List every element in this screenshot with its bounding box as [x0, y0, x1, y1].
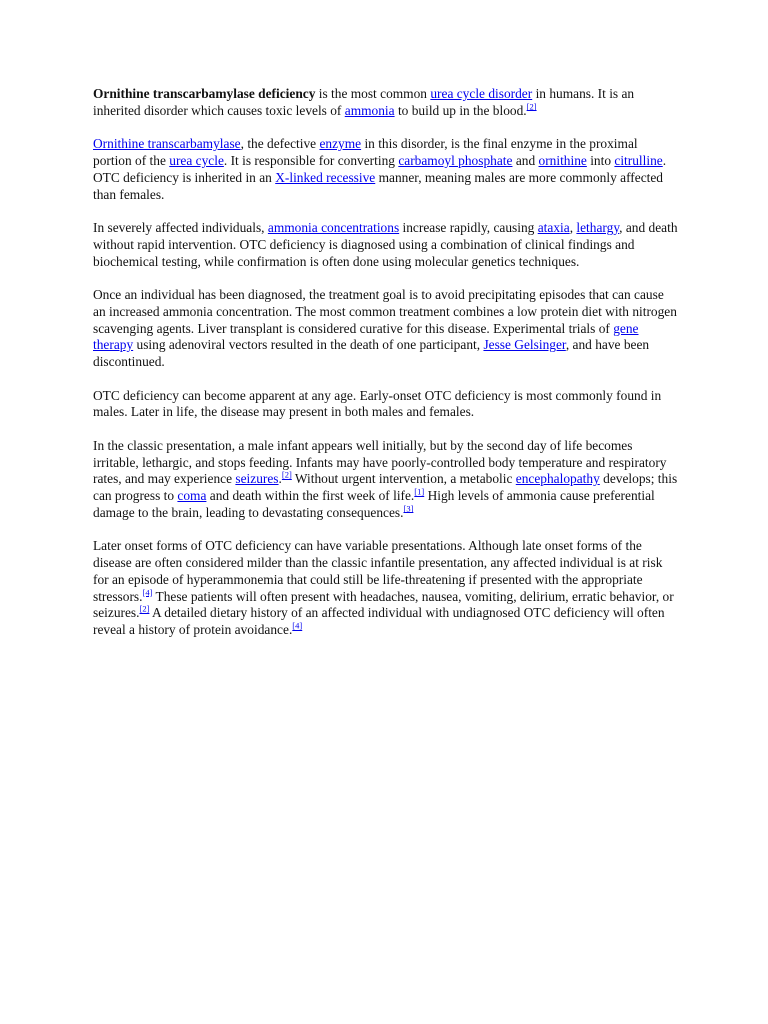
text: is the most common: [315, 86, 431, 101]
text: OTC deficiency can become apparent at any age. Early-onset OTC deficiency is most commonly found in males. Later in life, the disease may present in both males and females.: [93, 387, 662, 420]
bold-term: Ornithine transcarbamylase deficiency: [93, 86, 316, 101]
paragraph-severity: [93, 220, 678, 270]
ref-link[interactable]: [4]: [292, 620, 303, 631]
paragraph-later-onset: [93, 538, 678, 639]
text: to build up in the blood.: [394, 102, 527, 118]
paragraph-classic-presentation: [93, 438, 678, 522]
paragraph-intro: [93, 86, 678, 120]
text: These patients will often present with headaches, nausea, vomiting, delirium, erratic behavior, or seizures.: [93, 588, 674, 621]
ref-link[interactable]: [2]: [139, 603, 150, 614]
text: increase rapidly, causing: [399, 220, 538, 235]
text: . OTC deficiency is inherited in an: [93, 153, 667, 185]
link-encephalopathy[interactable]: encephalopathy: [515, 471, 600, 487]
text: in this disorder, is the final enzyme in the proximal portion of the: [93, 136, 638, 168]
link-gene-therapy[interactable]: gene therapy: [93, 320, 639, 353]
link-carbamoyl-phosphate[interactable]: carbamoyl phosphate: [398, 153, 513, 168]
ref-link[interactable]: [4]: [142, 587, 153, 598]
paragraph-enzyme: [93, 136, 678, 203]
link-lethargy[interactable]: lethargy: [576, 220, 620, 235]
link-seizures[interactable]: seizures: [235, 471, 279, 487]
link-ammonia[interactable]: ammonia: [344, 102, 395, 118]
text: manner, meaning males are more commonly affected than females.: [93, 169, 663, 202]
link-urea-cycle[interactable]: urea cycle: [169, 153, 224, 168]
text: and death within the first week of life.: [206, 488, 415, 503]
link-coma[interactable]: coma: [177, 488, 207, 503]
text: and: [512, 153, 539, 168]
text: Without urgent intervention, a metabolic: [291, 471, 516, 487]
text: , and have been discontinued.: [93, 337, 650, 369]
link-ornithine[interactable]: ornithine: [538, 153, 587, 168]
text: In severely affected individuals,: [93, 220, 268, 235]
text: Once an individual has been diagnosed, the treatment goal is to avoid precipitating episodes that can cause an increased ammonia concentration. The most common treatment combines a low protein diet with nitrogen scavenging agents. Liver transplant is considered curative for this disease. Experimental trials of: [93, 287, 677, 336]
text: using adenoviral vectors resulted in the death of one participant,: [133, 337, 484, 353]
ref-link[interactable]: [2]: [526, 101, 537, 112]
article-body: [93, 86, 678, 656]
paragraph-treatment: [93, 287, 678, 371]
ref-link[interactable]: [2]: [281, 469, 292, 480]
ref-link[interactable]: [3]: [403, 503, 414, 514]
text: . It is responsible for converting: [223, 153, 399, 168]
text: In the classic presentation, a male infant appears well initially, but by the second day of life becomes irritable, lethargic, and stops feeding. Infants may have poorly-controlled body temperature and respiratory rates, and may experience: [93, 437, 667, 487]
link-enzyme[interactable]: enzyme: [319, 136, 362, 152]
link-ammonia-concentrations[interactable]: ammonia concentrations: [267, 220, 400, 235]
text: into: [586, 153, 615, 168]
paragraph-onset: [93, 388, 678, 422]
text: Later onset forms of OTC deficiency can have variable presentations. Although late onset forms of the disease are often considered milder than the classic infantile presentation, any affected individual is at risk for an episode of hyperammonemia that could still be life-threatening if presented with the appropriate stressors.: [93, 538, 663, 604]
text: A detailed dietary history of an affected individual with undiagnosed OTC deficiency will often reveal a history of protein avoidance.: [93, 605, 665, 637]
text: ,: [569, 220, 577, 235]
text: , and death without rapid intervention. OTC deficiency is diagnosed using a combination of clinical findings and biochemical testing, while confirmation is often done using molecular genetics techniques.: [93, 220, 678, 269]
text: High levels of ammonia cause preferential damage to the brain, leading to devastating consequences.: [93, 488, 655, 520]
link-urea-cycle-disorder[interactable]: urea cycle disorder: [430, 86, 533, 101]
link-ataxia[interactable]: ataxia: [537, 220, 570, 235]
link-citrulline[interactable]: citrulline: [614, 153, 663, 168]
text: .: [278, 471, 282, 487]
link-x-linked-recessive[interactable]: X-linked recessive: [275, 169, 376, 185]
text: develops; this can progress to: [93, 471, 678, 503]
link-ornithine-transcarbamylase[interactable]: Ornithine transcarbamylase: [93, 136, 241, 152]
ref-link[interactable]: [1]: [414, 486, 425, 497]
link-jesse-gelsinger[interactable]: Jesse Gelsinger: [483, 337, 566, 353]
text: , the defective: [240, 136, 320, 152]
text: in humans. It is an inherited disorder which causes toxic levels of: [93, 86, 635, 118]
